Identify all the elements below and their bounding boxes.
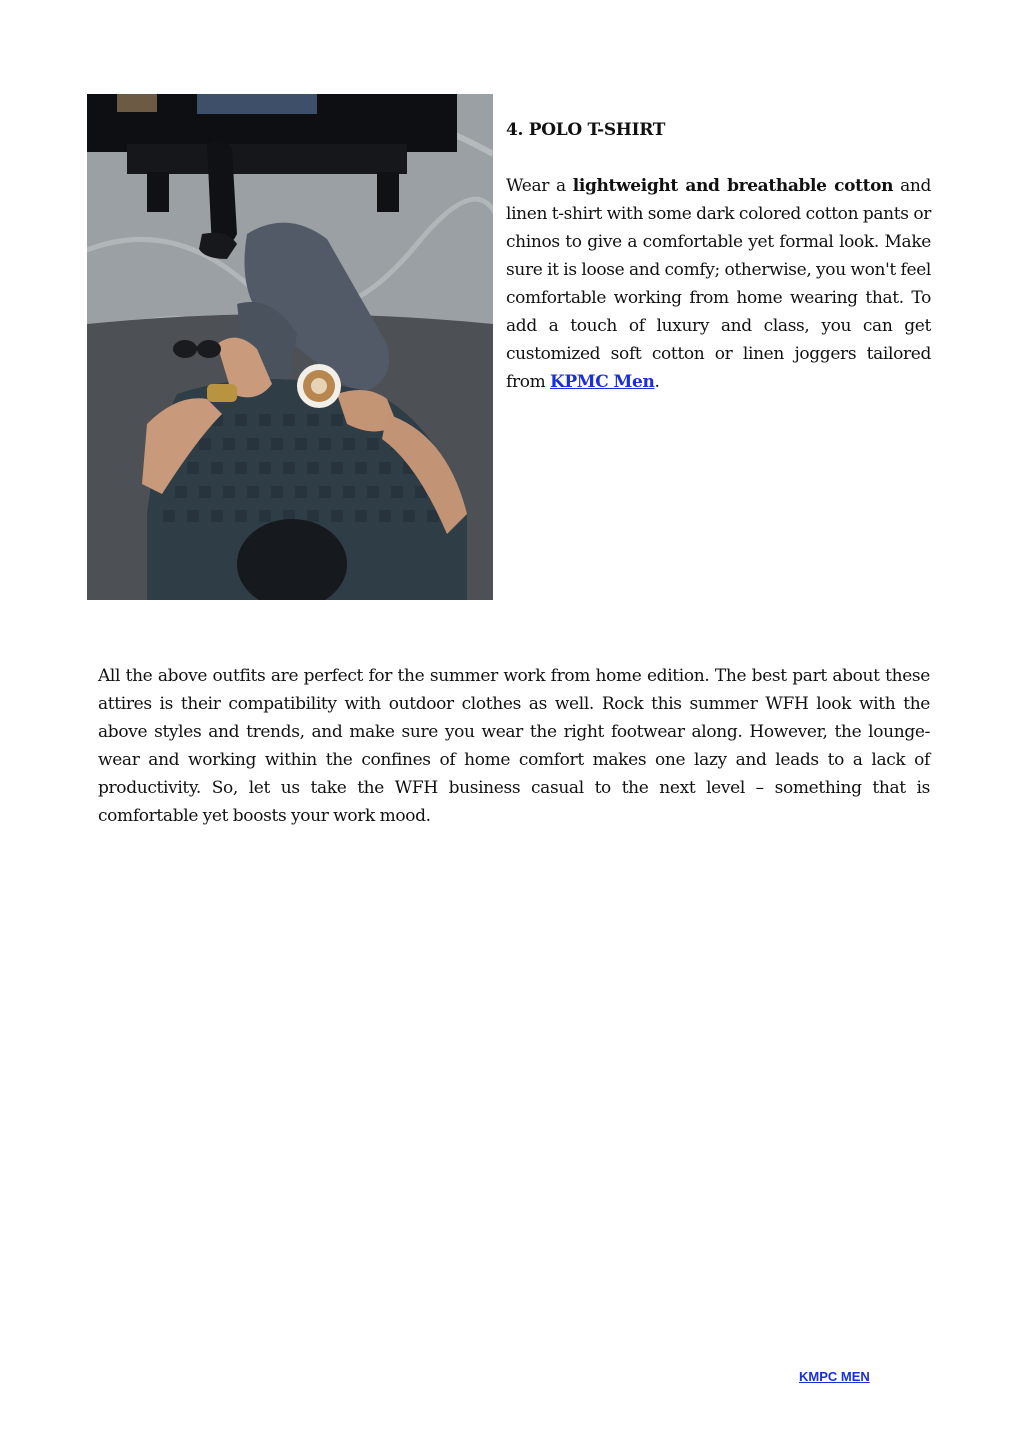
intro-lead-text: Wear a	[506, 176, 566, 196]
kpmc-men-link[interactable]: KPMC Men	[549, 372, 655, 392]
intro-bold-text: lightweight and breathable cotton	[572, 176, 894, 196]
intro-end-punctuation: .	[654, 372, 660, 392]
section-heading: 4. POLO T-SHIRT	[506, 120, 666, 140]
summary-paragraph: All the above outfits are perfect for the summer work from home edition. The best part about these attires is their compatibility with outdoor clothes as well. Rock this summer WFH look with the above styles and trends, and make sure you wear the right footwear along. However, the lounge-wear and working within the confines of home comfort makes one lazy and leads to a lack of productivity. So, let us take the WFH business casual to the next level – something that is comfortable yet boosts your work mood.	[98, 666, 930, 826]
footer-kmpc-men-link[interactable]: KMPC MEN	[799, 1369, 870, 1384]
intro-paragraph	[506, 172, 931, 396]
intro-body-text: and linen t-shirt with some dark colored cotton pants or chinos to give a comfortable yet formal look. Make sure it is loose and comfy; otherwise, you won't feel comfortable working from home wearing that. To add a touch of luxury and class, you can get customized soft cotton or linen joggers tailored from	[506, 176, 931, 392]
polo-tshirt-photo	[87, 94, 493, 600]
article-side-column	[506, 116, 931, 396]
